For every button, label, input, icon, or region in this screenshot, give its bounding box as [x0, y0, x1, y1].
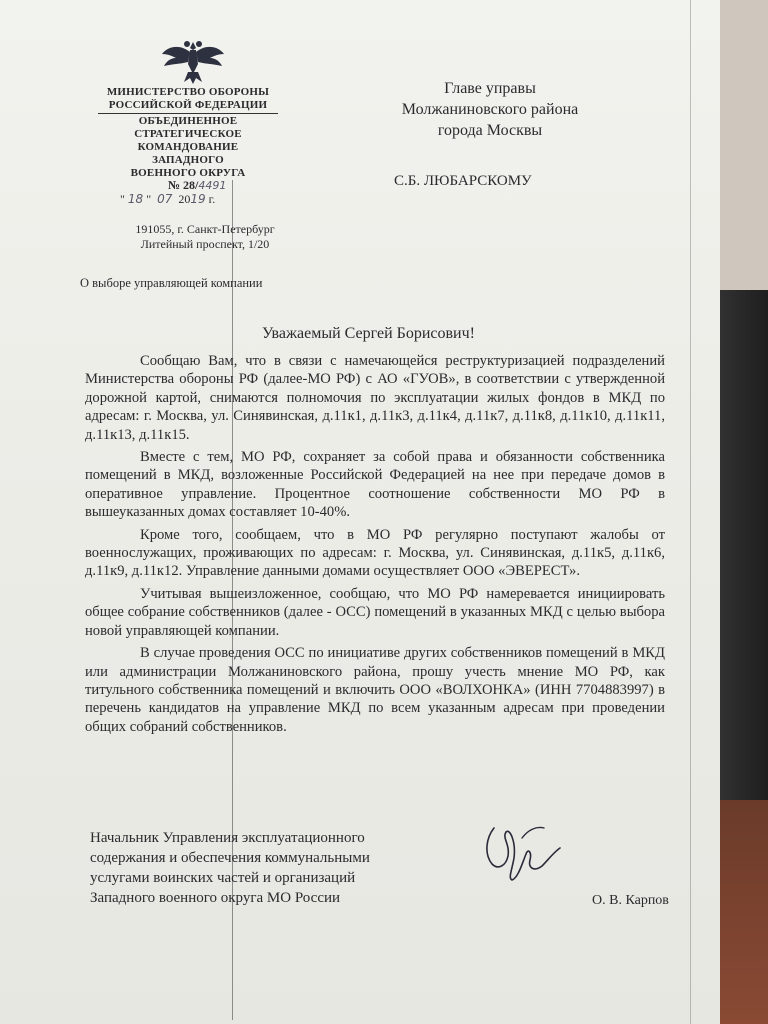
signatory-title [90, 828, 450, 908]
letter-body [85, 352, 665, 740]
letter-date: " 18 " 07 2019 г. [120, 192, 216, 206]
letterhead-line: МИНИСТЕРСТВО ОБОРОНЫ [106, 86, 270, 98]
address-line: 191055, г. Санкт-Петербург [135, 222, 275, 236]
body-paragraph: В случае проведения ОСС по инициативе других собственников помещений в МКД или администрации Молжаниновского района, прошу учесть мнение МО РФ, как титульного собственника помещений и включить ООО «ВОЛХОНКА» (ИНН 7704883997) в перечень кандидатов на управление МКД по всем указанным адресам при проведении общих собраний собственников. [85, 645, 665, 735]
body-paragraph: Кроме того, сообщаем, что в МО РФ регулярно поступают жалобы от военнослужащих, проживающих по адресам: г. Москва, ул. Синявинская, д.11к5, д.11к6, д.11к9, д.11к12. Управление данными домами осуществляет ООО «ЭВЕРЕСТ». [85, 526, 665, 580]
letterhead-line: КОМАНДОВАНИЕ [137, 141, 239, 153]
address-line: Литейный проспект, 1/20 [140, 237, 270, 251]
handwritten-signature [472, 808, 567, 888]
body-paragraph: Учитывая вышеизложенное, сообщаю, что МО РФ намеревается инициировать общее собрание собственников (далее - ОСС) помещений в указанных МКД с целью выбора новой управляющей компании. [85, 585, 665, 639]
body-paragraph: Сообщаю Вам, что в связи с намечающейся реструктуризацией подразделений Министерства обороны РФ (далее-МО РФ) с АО «ГУОВ», в соответствии с утвержденной дорожной картой, снимаются полномочия по эксплуатации жилых фондов в МКД по адресам: г. Москва, ул. Синявинская, д.11к1, д.11к3, д.11к4, д.11к7, д.11к8, д.11к10, д.11к11, д.11к13, д.11к15. [85, 353, 665, 443]
recipient-block [370, 78, 610, 141]
date-year: 19 [190, 192, 206, 206]
date-month: 07 [157, 192, 173, 206]
letterhead-line: РОССИЙСКОЙ ФЕДЕРАЦИИ [108, 99, 268, 111]
date-suffix: г. [208, 192, 216, 206]
signatory-title-line: услугами воинских частей и организаций [90, 870, 356, 886]
letterhead-line: ОБЪЕДИНЕННОЕ [138, 115, 238, 127]
recipient-name: С.Б. ЛЮБАРСКОМУ [394, 173, 532, 189]
page-edge-line [690, 0, 691, 1024]
date-day: 18 [127, 192, 144, 206]
signatory-title-line: Западного военного округа МО России [90, 890, 341, 906]
signer-name: О. В. Карпов [592, 893, 669, 908]
double-headed-eagle-emblem-icon [160, 36, 226, 88]
signatory-title-line: содержания и обеспечения коммунальными [90, 850, 370, 866]
body-paragraph: Вместе с тем, МО РФ, сохраняет за собой права и обязанности собственника помещений в МКД, возложенные Российской Федерацией на нее при передаче домов в оперативное управление. Процентное соотношение собственности МО РФ в вышеуказанных домах составляет 10-40%. [85, 449, 665, 521]
letter-subject: О выборе управляющей компании [80, 276, 263, 290]
recipient-line: города Москвы [437, 122, 543, 139]
registration-number [168, 178, 226, 193]
registration-number-prefix: № 28/ [168, 178, 199, 192]
salutation: Уважаемый Сергей Борисович! [262, 325, 475, 342]
sender-address [115, 222, 295, 252]
letterhead-divider [98, 113, 278, 114]
letterhead-line: ВОЕННОГО ОКРУГА [130, 167, 246, 179]
recipient-line: Главе управы [444, 80, 536, 97]
letterhead-line: СТРАТЕГИЧЕСКОЕ [134, 128, 242, 140]
letterhead [88, 86, 288, 180]
signatory-title-line: Начальник Управления эксплуатационного [90, 830, 365, 846]
date-year-prefix: 20 [178, 192, 191, 206]
letterhead-line: ЗАПАДНОГО [152, 154, 224, 166]
recipient-line: Молжаниновского района [401, 101, 579, 118]
registration-number-handwritten: 4491 [198, 179, 227, 192]
